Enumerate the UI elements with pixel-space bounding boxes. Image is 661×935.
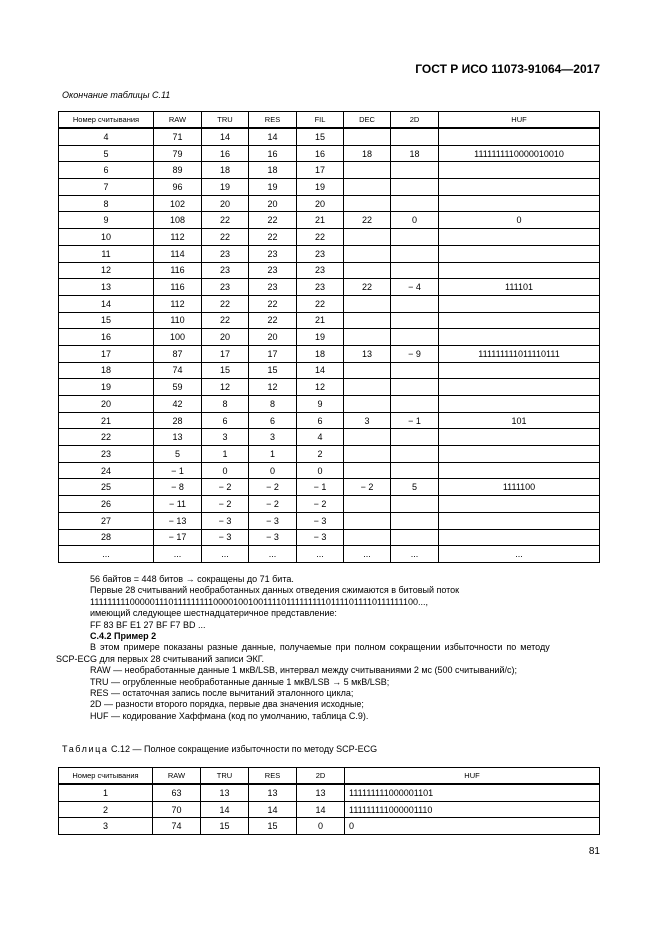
- table-row: [59, 179, 600, 196]
- table-cell: − 2: [202, 496, 249, 513]
- table-row: [59, 162, 600, 179]
- column-header: TRU: [201, 768, 249, 785]
- table-row: [59, 784, 600, 801]
- table-cell: [391, 362, 439, 379]
- table-cell: [439, 429, 600, 446]
- table-cell: [344, 496, 391, 513]
- column-header: RAW: [153, 768, 201, 785]
- table-c12: [58, 767, 600, 835]
- table-cell: 6: [202, 412, 249, 429]
- table-cell: 19: [202, 179, 249, 196]
- table-row: [59, 145, 600, 162]
- table-cell: 8: [202, 396, 249, 413]
- column-header: FIL: [297, 112, 344, 129]
- table-cell: [344, 446, 391, 463]
- table-cell: [391, 312, 439, 329]
- table-cell: 27: [59, 512, 154, 529]
- table-cell: 22: [297, 229, 344, 246]
- table-cell: 8: [249, 396, 297, 413]
- table-cell: 17: [249, 345, 297, 362]
- definition-2d: 2D — разности второго порядка, первые два значения исходные;: [90, 699, 364, 710]
- table-cell: 17: [59, 345, 154, 362]
- table-cell: − 3: [249, 529, 297, 546]
- table-cell: 22: [202, 295, 249, 312]
- table-cell: 18: [249, 162, 297, 179]
- table-cell: − 1: [297, 479, 344, 496]
- table-cell: − 1: [391, 412, 439, 429]
- table-cell: 14: [201, 801, 249, 818]
- table-cell: 14: [202, 128, 249, 145]
- table-row: [59, 345, 600, 362]
- table-cell: 0: [345, 818, 600, 835]
- table-cell: [344, 429, 391, 446]
- table-cell: 5: [59, 145, 154, 162]
- table-cell: 4: [59, 128, 154, 145]
- table-cell: 108: [154, 212, 202, 229]
- table-cell: 2: [297, 446, 344, 463]
- table-cell: [439, 312, 600, 329]
- table-cell: [344, 162, 391, 179]
- table-cell: 111101: [439, 279, 600, 296]
- table-label: Таблица: [62, 744, 109, 754]
- table-cell: [391, 396, 439, 413]
- table-cell: ...: [202, 546, 249, 563]
- table-cell: 111111111000001101: [345, 784, 600, 801]
- column-header: 2D: [297, 768, 345, 785]
- table-cell: [391, 179, 439, 196]
- table-c11: [58, 111, 600, 563]
- table-cell: [439, 362, 600, 379]
- table-cell: 0: [202, 462, 249, 479]
- table-cell: [391, 262, 439, 279]
- table-cell: 10: [59, 229, 154, 246]
- table-cell: − 3: [202, 529, 249, 546]
- table-cell: 20: [249, 195, 297, 212]
- table-cell: 112: [154, 295, 202, 312]
- table-cell: [439, 229, 600, 246]
- table-cell: 11: [59, 245, 154, 262]
- table-cell: 1: [202, 446, 249, 463]
- column-header: TRU: [202, 112, 249, 129]
- table-cell: 16: [297, 145, 344, 162]
- table-row: [59, 262, 600, 279]
- table-cell: 15: [249, 362, 297, 379]
- text-line: имеющий следующее шестнадцатеричное представление:: [90, 608, 337, 619]
- column-header: DEC: [344, 112, 391, 129]
- table-cell: ...: [391, 546, 439, 563]
- table-cell: 20: [297, 195, 344, 212]
- table-row: [59, 818, 600, 835]
- table-cell: 20: [202, 195, 249, 212]
- table-cell: [391, 128, 439, 145]
- table-cell: [344, 229, 391, 246]
- table-cell: [391, 496, 439, 513]
- table-row: [59, 479, 600, 496]
- table-row: [59, 195, 600, 212]
- table-cell: − 13: [154, 512, 202, 529]
- table-cell: [439, 262, 600, 279]
- table-cell: 7: [59, 179, 154, 196]
- table-cell: 101: [439, 412, 600, 429]
- table-cell: ...: [439, 546, 600, 563]
- table-cell: 24: [59, 462, 154, 479]
- table-row: [59, 229, 600, 246]
- table-cell: 22: [202, 212, 249, 229]
- table-cell: ...: [297, 546, 344, 563]
- table-cell: 9: [297, 396, 344, 413]
- table-cell: 23: [297, 279, 344, 296]
- table-cell: 16: [59, 329, 154, 346]
- table-cell: 23: [202, 279, 249, 296]
- table-cell: 18: [344, 145, 391, 162]
- table-cell: 13: [297, 784, 345, 801]
- table-row: [59, 496, 600, 513]
- table-cell: [344, 462, 391, 479]
- table-cell: 22: [249, 312, 297, 329]
- table-cell: [344, 396, 391, 413]
- table-cell: 22: [249, 295, 297, 312]
- table-cell: 28: [59, 529, 154, 546]
- table-cell: [439, 529, 600, 546]
- table-cell: 3: [344, 412, 391, 429]
- table-cell: 8: [59, 195, 154, 212]
- text-line: В этом примере показаны разные данные, получаемые при полном сокращении избыточности по методу: [90, 642, 550, 653]
- table-cell: 15: [202, 362, 249, 379]
- table-cell: 23: [297, 262, 344, 279]
- table-cell: ...: [154, 546, 202, 563]
- table-cell: [439, 462, 600, 479]
- table-row: [59, 546, 600, 563]
- table-cell: 28: [154, 412, 202, 429]
- table-cell: 22: [297, 295, 344, 312]
- table-cell: 23: [249, 279, 297, 296]
- table-cell: 14: [249, 128, 297, 145]
- table-cell: 19: [297, 329, 344, 346]
- table-cell: − 17: [154, 529, 202, 546]
- table-cell: [344, 245, 391, 262]
- table-cell: 18: [202, 162, 249, 179]
- table-cell: 16: [202, 145, 249, 162]
- table-cell: 5: [391, 479, 439, 496]
- column-header: RES: [249, 768, 297, 785]
- column-header: Номер считывания: [59, 768, 153, 785]
- table-cell: 112: [154, 229, 202, 246]
- table-cell: − 8: [154, 479, 202, 496]
- table-cell: 3: [202, 429, 249, 446]
- table-cell: 1111111110000010010: [439, 145, 600, 162]
- table-cell: 23: [202, 245, 249, 262]
- table-cell: [344, 379, 391, 396]
- table-cell: 42: [154, 396, 202, 413]
- table-cell: 12: [59, 262, 154, 279]
- table-cell: − 11: [154, 496, 202, 513]
- table-cell: ...: [249, 546, 297, 563]
- table-cell: [344, 312, 391, 329]
- table-cell: 0: [391, 212, 439, 229]
- table-cell: [344, 295, 391, 312]
- table-cell: 17: [297, 162, 344, 179]
- table-cell: 1: [249, 446, 297, 463]
- table-cell: 5: [154, 446, 202, 463]
- table-cell: 22: [202, 312, 249, 329]
- table-cell: − 2: [297, 496, 344, 513]
- body-text: [56, 574, 602, 722]
- table-cell: − 2: [202, 479, 249, 496]
- table-cell: 19: [249, 179, 297, 196]
- table-row: [59, 412, 600, 429]
- table-cell: 2: [59, 801, 153, 818]
- text-line: 56 байтов = 448 битов → сокращены до 71 бита.: [90, 574, 294, 584]
- table-row: [59, 512, 600, 529]
- table-cell: [439, 179, 600, 196]
- table-cell: 18: [297, 345, 344, 362]
- table-cell: [391, 529, 439, 546]
- table-cell: 22: [344, 279, 391, 296]
- table-cell: [344, 262, 391, 279]
- table-c12-caption: [62, 744, 377, 754]
- table-cell: 14: [297, 801, 345, 818]
- table-row: [59, 312, 600, 329]
- table-cell: 26: [59, 496, 154, 513]
- table-cell: − 3: [249, 512, 297, 529]
- table-row: [59, 128, 600, 145]
- table-cell: 13: [344, 345, 391, 362]
- table-cell: 19: [297, 179, 344, 196]
- table-cell: ...: [59, 546, 154, 563]
- table-title: С.12 — Полное сокращение избыточности по методу SCP-ECG: [111, 744, 378, 754]
- table-cell: [439, 396, 600, 413]
- table-cell: 4: [297, 429, 344, 446]
- table-cell: 89: [154, 162, 202, 179]
- table-cell: [391, 462, 439, 479]
- table-cell: [391, 245, 439, 262]
- table-cell: [439, 245, 600, 262]
- table-cell: [391, 329, 439, 346]
- table-cell: − 3: [202, 512, 249, 529]
- table-cell: [439, 379, 600, 396]
- column-header: RES: [249, 112, 297, 129]
- table-cell: 111111111011110111: [439, 345, 600, 362]
- table-cell: [439, 295, 600, 312]
- table-cell: 16: [249, 145, 297, 162]
- table-cell: 23: [59, 446, 154, 463]
- table-row: [59, 462, 600, 479]
- table-cell: 0: [249, 462, 297, 479]
- table-cell: 6: [59, 162, 154, 179]
- table-row: [59, 379, 600, 396]
- table-cell: 22: [344, 212, 391, 229]
- table-row: [59, 801, 600, 818]
- table-cell: [439, 162, 600, 179]
- table-row: [59, 329, 600, 346]
- table-cell: [344, 529, 391, 546]
- table-cell: − 4: [391, 279, 439, 296]
- table-cell: 63: [153, 784, 201, 801]
- table-cell: 25: [59, 479, 154, 496]
- table-cell: 15: [297, 128, 344, 145]
- table-cell: 20: [59, 396, 154, 413]
- table-cell: [391, 162, 439, 179]
- table-cell: 15: [59, 312, 154, 329]
- table-cell: 96: [154, 179, 202, 196]
- table-cell: − 2: [249, 496, 297, 513]
- definition-res: RES — остаточная запись после вычитаний эталонного цикла;: [90, 688, 354, 699]
- table-cell: [439, 496, 600, 513]
- table-cell: [391, 512, 439, 529]
- definition-raw: RAW — необработанные данные 1 мкВ/LSB, интервал между считываниями 2 мс (500 считываний/с);: [90, 665, 517, 676]
- table-cell: [344, 512, 391, 529]
- table-cell: [439, 128, 600, 145]
- table-cell: 14: [59, 295, 154, 312]
- table-cell: − 2: [249, 479, 297, 496]
- table-cell: 13: [249, 784, 297, 801]
- table-cell: 3: [249, 429, 297, 446]
- bitstream-line: 11111111100000111011111111100001001001111011111111101111011110111111100...,: [90, 596, 428, 607]
- table-c11-caption: Окончание таблицы С.11: [62, 90, 171, 100]
- table-row: [59, 446, 600, 463]
- column-header: 2D: [391, 112, 439, 129]
- table-cell: − 3: [297, 512, 344, 529]
- table-cell: 0: [297, 462, 344, 479]
- table-cell: 14: [249, 801, 297, 818]
- table-cell: 74: [153, 818, 201, 835]
- table-cell: [439, 329, 600, 346]
- table-cell: 15: [249, 818, 297, 835]
- table-cell: ...: [344, 546, 391, 563]
- table-cell: 21: [59, 412, 154, 429]
- column-header: Номер считывания: [59, 112, 154, 129]
- table-cell: 111111111000001110: [345, 801, 600, 818]
- table-cell: 19: [59, 379, 154, 396]
- table-cell: 102: [154, 195, 202, 212]
- table-cell: 21: [297, 312, 344, 329]
- table-cell: 22: [59, 429, 154, 446]
- table-cell: [391, 195, 439, 212]
- table-cell: 15: [201, 818, 249, 835]
- table-row: [59, 279, 600, 296]
- table-cell: 17: [202, 345, 249, 362]
- table-row: [59, 529, 600, 546]
- table-cell: [439, 195, 600, 212]
- table-cell: [439, 512, 600, 529]
- table-cell: 21: [297, 212, 344, 229]
- table-cell: 13: [59, 279, 154, 296]
- table-cell: [344, 362, 391, 379]
- table-cell: 14: [297, 362, 344, 379]
- table-cell: 22: [249, 212, 297, 229]
- table-cell: − 2: [344, 479, 391, 496]
- section-heading: С.4.2 Пример 2: [90, 631, 157, 642]
- table-cell: 1: [59, 784, 153, 801]
- table-cell: 18: [391, 145, 439, 162]
- table-cell: 110: [154, 312, 202, 329]
- table-cell: 116: [154, 262, 202, 279]
- table-cell: − 9: [391, 345, 439, 362]
- table-row: [59, 429, 600, 446]
- table-cell: 23: [297, 245, 344, 262]
- table-cell: 12: [202, 379, 249, 396]
- table-cell: [344, 195, 391, 212]
- table-row: [59, 295, 600, 312]
- table-cell: 100: [154, 329, 202, 346]
- table-cell: 6: [297, 412, 344, 429]
- table-cell: [391, 429, 439, 446]
- table-cell: 13: [201, 784, 249, 801]
- table-cell: 71: [154, 128, 202, 145]
- table-cell: [391, 379, 439, 396]
- table-cell: 87: [154, 345, 202, 362]
- table-row: [59, 362, 600, 379]
- table-cell: 23: [249, 245, 297, 262]
- table-cell: 6: [249, 412, 297, 429]
- text-line: SCP-ECG для первых 28 считываний записи ЭКГ.: [56, 653, 264, 664]
- table-cell: 23: [249, 262, 297, 279]
- table-cell: − 3: [297, 529, 344, 546]
- table-cell: [439, 446, 600, 463]
- table-cell: 20: [202, 329, 249, 346]
- table-cell: 74: [154, 362, 202, 379]
- table-cell: 70: [153, 801, 201, 818]
- table-cell: 59: [154, 379, 202, 396]
- table-cell: 9: [59, 212, 154, 229]
- table-cell: 22: [202, 229, 249, 246]
- table-cell: 1111100: [439, 479, 600, 496]
- definition-huf: HUF — кодирование Хаффмана (код по умолчанию, таблица С.9).: [90, 710, 369, 721]
- table-cell: 12: [297, 379, 344, 396]
- table-cell: 23: [202, 262, 249, 279]
- table-cell: [344, 329, 391, 346]
- hex-line: FF 83 BF E1 27 BF F7 BD ...: [90, 619, 206, 630]
- column-header: RAW: [154, 112, 202, 129]
- standard-header: ГОСТ Р ИСО 11073-91064—2017: [415, 62, 600, 76]
- table-cell: 13: [154, 429, 202, 446]
- column-header: HUF: [439, 112, 600, 129]
- table-cell: 20: [249, 329, 297, 346]
- table-cell: 79: [154, 145, 202, 162]
- definition-tru: TRU — огрубленные необработанные данные 1 мкВ/LSB → 5 мкВ/LSB;: [90, 676, 390, 687]
- table-cell: 116: [154, 279, 202, 296]
- table-cell: − 1: [154, 462, 202, 479]
- table-row: [59, 245, 600, 262]
- table-cell: [391, 229, 439, 246]
- table-cell: 3: [59, 818, 153, 835]
- table-cell: 0: [297, 818, 345, 835]
- table-cell: [391, 295, 439, 312]
- table-cell: 0: [439, 212, 600, 229]
- page-number: 81: [588, 846, 600, 857]
- text-line: Первые 28 считываний необработанных данных отведения сжимаются в битовый поток: [90, 585, 460, 596]
- column-header: HUF: [345, 768, 600, 785]
- table-row: [59, 212, 600, 229]
- table-cell: 18: [59, 362, 154, 379]
- table-cell: [391, 446, 439, 463]
- table-cell: [344, 179, 391, 196]
- table-cell: 22: [249, 229, 297, 246]
- table-row: [59, 396, 600, 413]
- table-cell: 12: [249, 379, 297, 396]
- table-cell: [344, 128, 391, 145]
- table-cell: 114: [154, 245, 202, 262]
